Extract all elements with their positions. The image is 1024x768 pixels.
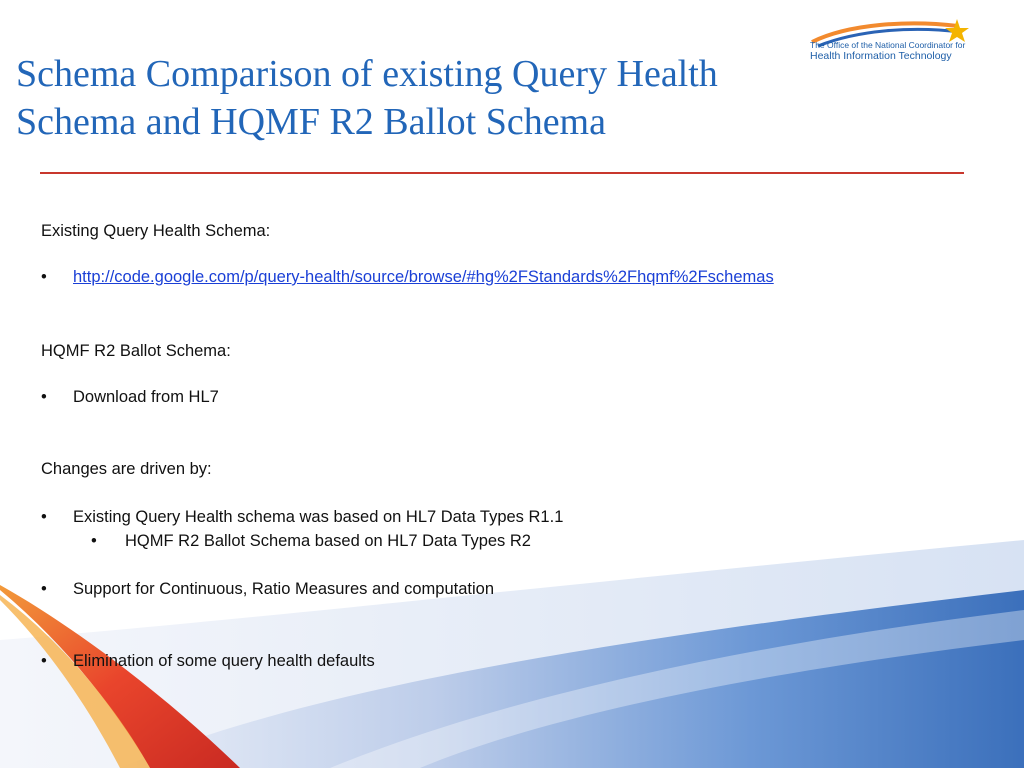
title-line-1: Schema Comparison of existing Query Health — [16, 53, 718, 95]
bullet: • — [91, 532, 97, 550]
elimination-text: Elimination of some query health defaults — [73, 652, 375, 670]
download-text: Download from HL7 — [73, 388, 219, 406]
section-heading-existing-schema: Existing Query Health Schema: — [41, 222, 271, 240]
bullet: • — [41, 268, 47, 286]
title-line-2: Schema and HQMF R2 Ballot Schema — [16, 101, 606, 143]
section-heading-changes: Changes are driven by: — [41, 460, 212, 478]
logo-line-2: Health Information Technology — [810, 50, 952, 62]
continuous-ratio-text: Support for Continuous, Ratio Measures and computation — [73, 580, 494, 598]
logo-line-1: The Office of the National Coordinator for — [810, 40, 966, 50]
title-divider — [40, 172, 964, 174]
bullet: • — [41, 508, 47, 526]
data-types-r2-text: HQMF R2 Ballot Schema based on HL7 Data Types R2 — [125, 532, 531, 550]
bullet: • — [41, 652, 47, 670]
bullet: • — [41, 388, 47, 406]
data-types-r11-text: Existing Query Health schema was based on HL7 Data Types R1.1 — [73, 508, 564, 526]
schema-source-link[interactable]: http://code.google.com/p/query-health/source/browse/#hg%2FStandards%2Fhqmf%2Fschemas — [73, 268, 774, 286]
bullet: • — [41, 580, 47, 598]
section-heading-hqmf-schema: HQMF R2 Ballot Schema: — [41, 342, 231, 360]
slide-title — [16, 50, 916, 146]
